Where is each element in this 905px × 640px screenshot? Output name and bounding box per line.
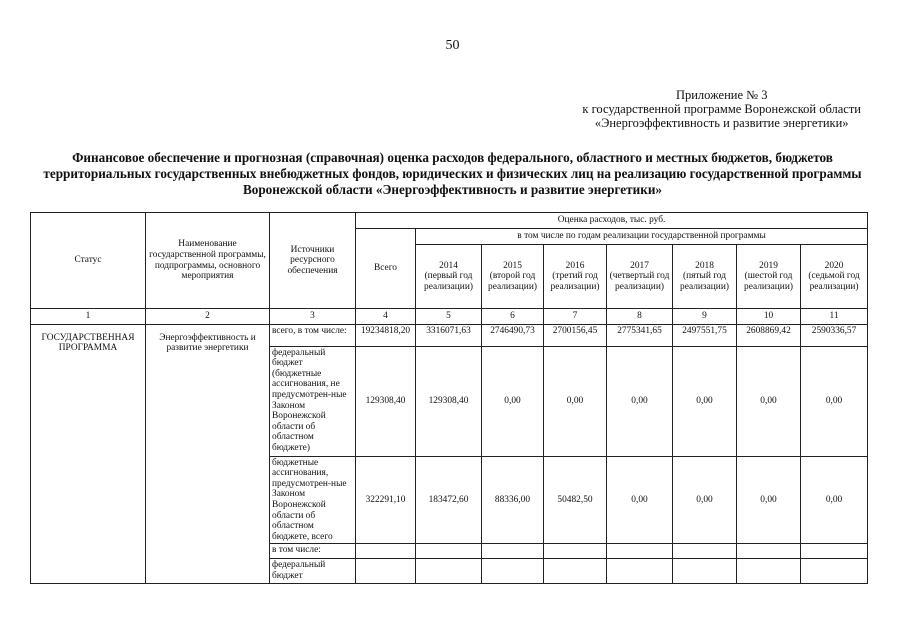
source-cell: бюджетные ассигнования, предусмотрен-ные Законом Воронежской области об областном бюджете, всего <box>270 456 356 544</box>
value-cell <box>673 559 737 583</box>
value-cell: 183472,60 <box>416 456 482 544</box>
header-sources: Источники ресурсного обеспечения <box>270 213 356 309</box>
value-cell <box>544 544 607 559</box>
value-cell: 88336,00 <box>482 456 544 544</box>
value-cell: 129308,40 <box>356 346 416 456</box>
value-cell: 3316071,63 <box>416 324 482 346</box>
column-number: 7 <box>544 309 607 325</box>
year-desc: (седьмой год реализации) <box>808 271 860 292</box>
column-number-row <box>31 309 868 325</box>
value-cell: 0,00 <box>801 346 868 456</box>
year-label: 2020 <box>824 260 844 271</box>
year-desc: (пятый год реализации) <box>680 271 729 292</box>
header-year-2014 <box>416 245 482 309</box>
column-number: 6 <box>482 309 544 325</box>
year-label: 2017 <box>630 260 649 271</box>
value-cell: 2590336,57 <box>801 324 868 346</box>
value-cell: 0,00 <box>607 346 673 456</box>
year-desc: (третий год реализации) <box>550 271 600 292</box>
appendix-heading <box>582 88 861 130</box>
column-number: 10 <box>737 309 801 325</box>
header-estimate: Оценка расходов, тыс. руб. <box>356 213 868 229</box>
value-cell <box>482 559 544 583</box>
header-by-years: в том числе по годам реализации государственной программы <box>416 229 868 245</box>
year-label: 2014 <box>439 260 458 271</box>
value-cell: 50482,50 <box>544 456 607 544</box>
year-desc: (шестой год реализации) <box>744 271 793 292</box>
header-year-2019 <box>737 245 801 309</box>
value-cell: 0,00 <box>673 456 737 544</box>
value-cell: 129308,40 <box>416 346 482 456</box>
year-label: 2016 <box>565 260 585 271</box>
appendix-line-1: Приложение № 3 <box>675 88 768 102</box>
value-cell: 0,00 <box>737 456 801 544</box>
header-year-2018 <box>673 245 737 309</box>
column-number: 5 <box>416 309 482 325</box>
header-year-2020 <box>801 245 868 309</box>
column-number: 9 <box>673 309 737 325</box>
column-number: 2 <box>146 309 270 325</box>
value-cell: 0,00 <box>801 456 868 544</box>
value-cell <box>801 544 868 559</box>
page-number: 50 <box>445 38 460 53</box>
value-cell <box>801 559 868 583</box>
column-number: 3 <box>270 309 356 325</box>
program-name: Энергоэффективность и развитие энергетики <box>146 324 270 583</box>
value-cell <box>673 544 737 559</box>
table-row <box>31 324 868 346</box>
header-year-2015 <box>482 245 544 309</box>
value-cell: 322291,10 <box>356 456 416 544</box>
document-title: Финансовое обеспечение и прогнозная (справочная) оценка расходов федерального, областного и местных бюджетов, бюджетов территориальных государственных внебюджетных фондов, юридических и физических лиц на реализацию государственной программы Воронежской области «Энергоэффективность и развитие энергетики» <box>43 150 862 197</box>
value-cell <box>356 559 416 583</box>
value-cell <box>737 559 801 583</box>
year-desc: (четвертый год реализации) <box>609 271 670 292</box>
value-cell <box>416 544 482 559</box>
program-status: ГОСУДАРСТВЕННАЯ ПРОГРАММА <box>31 324 146 583</box>
value-cell: 0,00 <box>607 456 673 544</box>
header-year-2017 <box>607 245 673 309</box>
header-status: Статус <box>31 213 146 309</box>
value-cell: 2608869,42 <box>737 324 801 346</box>
year-label: 2018 <box>695 260 714 271</box>
year-label: 2015 <box>503 260 522 271</box>
value-cell <box>416 559 482 583</box>
year-desc: (первый год реализации) <box>424 271 473 292</box>
column-number: 11 <box>801 309 868 325</box>
column-number: 4 <box>356 309 416 325</box>
source-cell: в том числе: <box>270 544 356 559</box>
value-cell: 2700156,45 <box>544 324 607 346</box>
value-cell <box>737 544 801 559</box>
year-desc: (второй год реализации) <box>488 271 537 292</box>
source-cell: всего, в том числе: <box>270 324 356 346</box>
appendix-line-2: к государственной программе Воронежской области <box>582 102 861 116</box>
column-number: 1 <box>31 309 146 325</box>
value-cell: 2746490,73 <box>482 324 544 346</box>
value-cell: 0,00 <box>482 346 544 456</box>
value-cell <box>482 544 544 559</box>
source-cell: федеральный бюджет <box>270 559 356 583</box>
value-cell: 2497551,75 <box>673 324 737 346</box>
value-cell: 0,00 <box>673 346 737 456</box>
value-cell <box>607 544 673 559</box>
header-program-name: Наименование государственной программы, подпрограммы, основного мероприятия <box>146 213 270 309</box>
source-cell: федеральный бюджет (бюджетные ассигнования, не предусмотрен-ные Законом Воронежской области об областном бюджете) <box>270 346 356 456</box>
year-label: 2019 <box>759 260 778 271</box>
header-year-2016 <box>544 245 607 309</box>
financing-table <box>30 212 868 584</box>
value-cell: 0,00 <box>544 346 607 456</box>
value-cell <box>607 559 673 583</box>
column-number: 8 <box>607 309 673 325</box>
value-cell <box>544 559 607 583</box>
value-cell: 2775341,65 <box>607 324 673 346</box>
appendix-line-3: «Энергоэффективность и развитие энергетики» <box>594 116 849 130</box>
header-total: Всего <box>356 229 416 309</box>
value-cell <box>356 544 416 559</box>
value-cell: 0,00 <box>737 346 801 456</box>
value-cell: 19234818,20 <box>356 324 416 346</box>
